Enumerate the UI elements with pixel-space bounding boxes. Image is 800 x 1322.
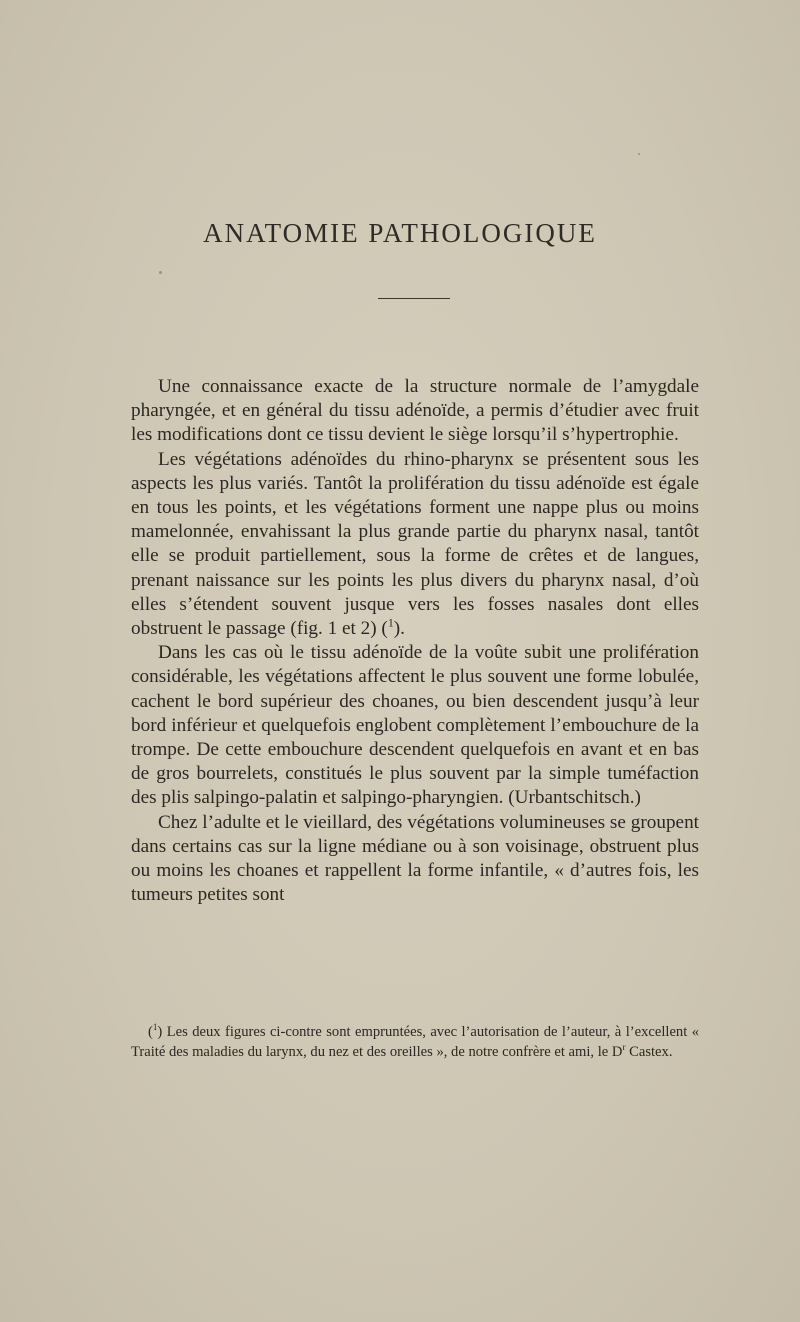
- footnote-text: Les deux figures ci-contre sont empruntées, avec l’autorisation de l’auteur, à l’excellent « Traité des maladies du larynx, du nez et des oreilles », de notre confrère et ami, le D: [131, 1024, 699, 1060]
- footnote-superscript: r: [622, 1042, 626, 1053]
- paragraph-2-end: ).: [393, 618, 405, 640]
- paragraph-2-text: Les végétations adénoïdes du rhino-pharynx se présentent sous les aspects les plus variés. Tantôt la prolifération du tissu adénoïde est égale en tous les points, et les végétations forment une nappe plus ou moins mamelonnée, envahissant la plus grande partie du pharynx nasal, tantôt elle se produit partiellement, sous la forme de crêtes et de langues, prenant naissance sur les points les plus divers du pharynx nasal, d’où elles s’étendent souvent jusque vers les fosses nasales dont elles obstruent le passage (fig. 1 et 2) (: [131, 448, 699, 640]
- paper-speck: [159, 271, 162, 274]
- footnote-open-paren: (: [148, 1024, 153, 1040]
- body-text: [131, 375, 699, 907]
- page-title: ANATOMIE PATHOLOGIQUE: [203, 218, 597, 248]
- paragraph-1: Une connaissance exacte de la structure normale de l’amygdale pharyngée, et en général du tissu adénoïde, a permis d’étudier avec fruit les modifications dont ce tissu devient le siège lorsqu’il s’hypertrophie.: [131, 376, 699, 446]
- title-divider: [378, 298, 450, 299]
- paragraph-2: [131, 448, 699, 642]
- footnote-close-paren: ): [157, 1024, 163, 1040]
- footnote-text-end: Castex.: [625, 1044, 673, 1060]
- paragraph-3: Dans les cas où le tissu adénoïde de la voûte subit une prolifération considérable, les végétations affectent le plus souvent une forme lobulée, cachent le bord supérieur des choanes, ou bien descendent jusqu’à leur bord inférieur et quelquefois englobent complètement l’embouchure de la trompe. De cette embouchure descendent quelquefois en avant et en bas de gros bourrelets, constitués le plus souvent par la simple tuméfaction des plis salpingo-palatin et salpingo-pharyngien. (Urbantschitsch.): [131, 642, 699, 809]
- footnote-reference: 1: [387, 615, 394, 630]
- footnote-marker: 1: [152, 1022, 158, 1033]
- paper-speck: [638, 153, 640, 155]
- paragraph-4: Chez l’adulte et le vieillard, des végétations volumineuses se groupent dans certains cas sur la ligne médiane ou à son voisinage, obstruent plus ou moins les choanes et rappellent la forme infantile, « d’autres fois, les tumeurs petites sont: [131, 811, 699, 906]
- footnote-section: [131, 1022, 699, 1062]
- footnote-1: [131, 1022, 699, 1062]
